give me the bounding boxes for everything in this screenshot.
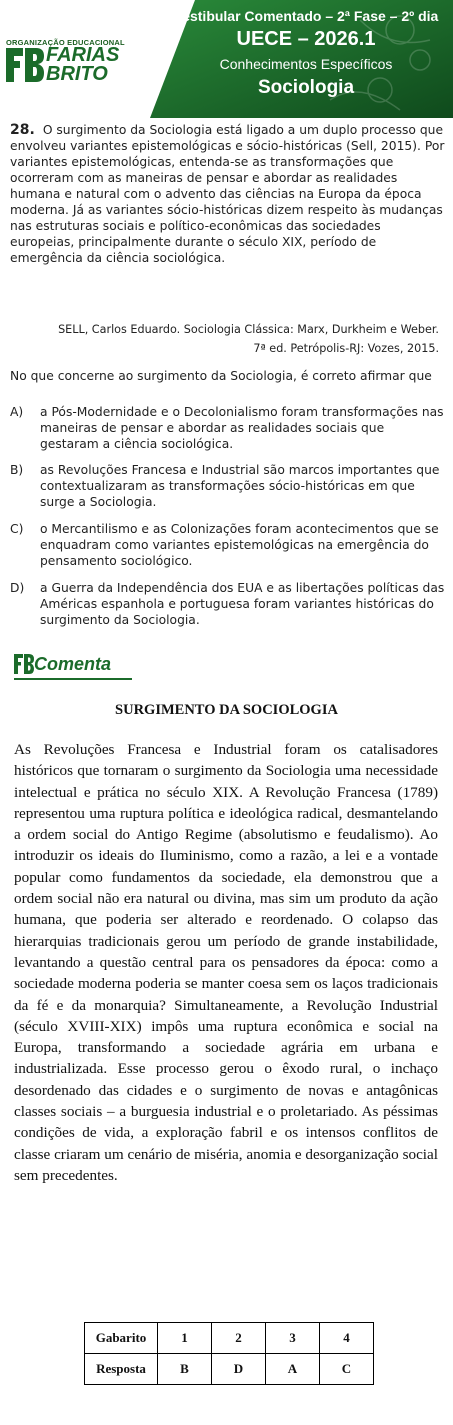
table-cell: 4 (320, 1323, 374, 1354)
option-letter: A) (10, 405, 24, 419)
question-number: 28. (10, 122, 35, 138)
option-text: a Guerra da Independência dos EUA e as libertações políticas das Américas espanhola e portuguesa foram variantes históricas do surgimento da Sociologia. (40, 581, 445, 627)
logo-organization: ORGANIZAÇÃO EDUCACIONAL (6, 38, 125, 47)
source-citation-line-1: SELL, Carlos Eduardo. Sociologia Clássica: Marx, Durkheim e Weber. (58, 323, 439, 336)
option-letter: B) (10, 463, 24, 477)
table-cell: D (212, 1354, 266, 1385)
option-text: a Pós-Modernidade e o Decolonialismo foram transformações nas maneiras de pensar e abordar as realidades sociais que gestaram a ciência sociológica. (40, 405, 444, 451)
table-row (85, 1323, 374, 1354)
answer-key-table (84, 1322, 374, 1385)
question-text-block (10, 122, 446, 266)
question-prompt: No que concerne ao surgimento da Sociologia, é correto afirmar que (10, 369, 432, 383)
table-header-cell: Gabarito (85, 1323, 158, 1354)
option-letter: C) (10, 522, 24, 536)
header-exam-edition: UECE – 2026.1 (236, 28, 376, 50)
page-header (0, 0, 453, 118)
table-cell: 3 (266, 1323, 320, 1354)
header-exam-title: Vestibular Comentado – 2ª Fase – 2º dia (173, 8, 439, 24)
comenta-logo-icon (14, 654, 34, 676)
header-section: Conhecimentos Específicos (219, 56, 393, 72)
logo-name-brito: BRITO (46, 63, 108, 85)
question-text: O surgimento da Sociologia está ligado a um duplo processo que envolveu variantes epistemológicas e sócio-históricas (Sell, 2015). Por variantes epistemológicas, entenda-se as transformações que ocorreram com as maneiras de pensar e abordar as realidades humana e natural com o advento das ciências na Europa da época moderna. Já as variantes sócio-históricas dizem respeito às mudanças nas estruturas sociais e político-econômicas das sociedades europeias, principalmente durante o século XIX, período de emergência da ciência sociológica. (10, 123, 445, 265)
table-cell: B (158, 1354, 212, 1385)
table-header-cell: Resposta (85, 1354, 158, 1385)
option-text: as Revoluções Francesa e Industrial são marcos importantes que contextualizaram as transformações sócio-históricas em que surge a Sociologia. (40, 463, 440, 509)
table-cell: 2 (212, 1323, 266, 1354)
table-cell: 1 (158, 1323, 212, 1354)
commentary-title: SURGIMENTO DA SOCIOLOGIA (115, 702, 338, 718)
table-row (85, 1354, 374, 1385)
comenta-divider (14, 678, 132, 680)
source-citation-line-2: 7ª ed. Petrópolis-RJ: Vozes, 2015. (253, 342, 439, 355)
option-letter: D) (10, 581, 25, 595)
logo-name-farias: FARIAS (46, 44, 120, 66)
commentary-body: As Revoluções Francesa e Industrial foram os catalisadores históricos que tornaram o surgimento da Sociologia uma necessidade intelectual e prática no século XIX. A Revolução Francesa (1789) representou uma ruptura política e ideológica radical, desmantelando a ordem social do Antigo Regime (absolutismo e feudalismo). Ao introduzir os ideais do Iluminismo, como a razão, a lei e a vontade popular como fundamentos da sociedade, ela demonstrou que a ordem social não era natural ou divina, mas sim um produto da ação humana, que poderia ser alterado e reordenado. O colapso das hierarquias tradicionais gerou um período de grande instabilidade, levantando a questão central para os pensadores da época: como a sociedade moderna poderia se manter coesa sem os laços tradicionais da fé e da monarquia? Simultaneamente, a Revolução Industrial (século XVIII-XIX) impôs uma ruptura econômica e social na Europa, transformando a sociedade agrária em urbana e industrializada. Esse processo gerou o êxodo rural, o inchaço desordenado das cidades e o surgimento de novas e antagônicas classes sociais – a burguesia industrial e o proletariado. As péssimas condições de vida, a exploração fabril e os intensos conflitos de classe criaram um cenário de miséria, anomia e desorganização social sem precedentes. (14, 741, 438, 1184)
farias-brito-logo-icon (6, 48, 44, 82)
option-text: o Mercantilismo e as Colonizações foram acontecimentos que se enquadram como variantes epistemológicas na emergência do pensamento sociológico. (40, 522, 439, 568)
table-cell: C (320, 1354, 374, 1385)
header-subject: Sociologia (257, 77, 355, 98)
table-cell: A (266, 1354, 320, 1385)
comenta-label: Comenta (34, 654, 112, 674)
